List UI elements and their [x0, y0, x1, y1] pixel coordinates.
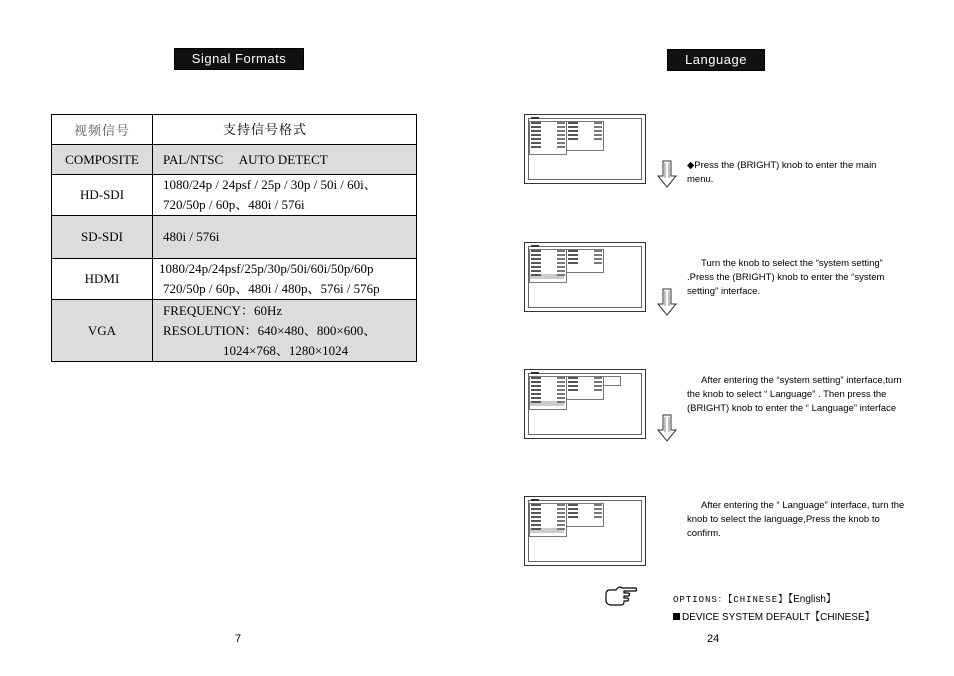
page-number-left: 7: [235, 633, 242, 645]
table-row: HD-SDI 1080/24p / 24psf / 25p / 30p / 50i / 60i、 720/50p / 60p、480i / 576i: [52, 175, 417, 216]
options-block: [673, 591, 875, 626]
table-row: COMPOSITE PAL/NTSC AUTO DETECT: [52, 145, 417, 175]
table-row: VGA FREQUENCY：60Hz RESOLUTION：640×480、800×600、 1024×768、1280×1024: [52, 300, 417, 362]
signal-formats-banner: Signal Formats: [174, 48, 304, 70]
options-label: OPTIONS：: [673, 595, 728, 605]
down-arrow-icon: [657, 288, 677, 316]
menu-screen-language-confirm: [524, 496, 646, 566]
table-row: HDMI 1080/24p/24psf/25p/30p/50i/60i/50p/60p 720/50p / 60p、480i / 480p、576i / 576p: [52, 259, 417, 300]
option-chinese: 【CHINESE】: [727, 595, 789, 605]
down-arrow-icon: [657, 414, 677, 442]
down-arrow-icon: [657, 160, 677, 188]
step-3-text: After entering the “system setting” interface,turn the knob to select “ Language” . Then press the (BRIGHT) knob to enter the “ Language” interface: [687, 375, 902, 414]
table-row: SD-SDI 480i / 576i: [52, 216, 417, 259]
menu-screen-system-setting: [524, 242, 646, 312]
table-header-signal: 视频信号: [52, 115, 153, 145]
step-2-text: Turn the knob to select the “system setting” .Press the (BRIGHT) knob to enter the “system setting" interface.: [687, 258, 885, 297]
menu-screen-main: [524, 114, 646, 184]
language-banner: Language: [667, 49, 765, 71]
signal-formats-table: [51, 114, 417, 362]
option-english: 【English】: [788, 594, 836, 605]
pointing-hand-icon: [604, 585, 638, 607]
menu-screen-language-select: [524, 369, 646, 439]
step-1-text: ◆Press the (BRIGHT) knob to enter the main menu.: [687, 160, 877, 185]
table-header-formats: 支持信号格式: [153, 115, 417, 145]
step-4-text: After entering the “ Language” interface, turn the knob to select the language,Press the knob to confirm.: [687, 500, 905, 539]
square-bullet-icon: [673, 613, 680, 620]
page-number-right: 24: [707, 633, 720, 645]
default-note: DEVICE SYSTEM DEFAULT【CHINESE】: [682, 612, 875, 623]
